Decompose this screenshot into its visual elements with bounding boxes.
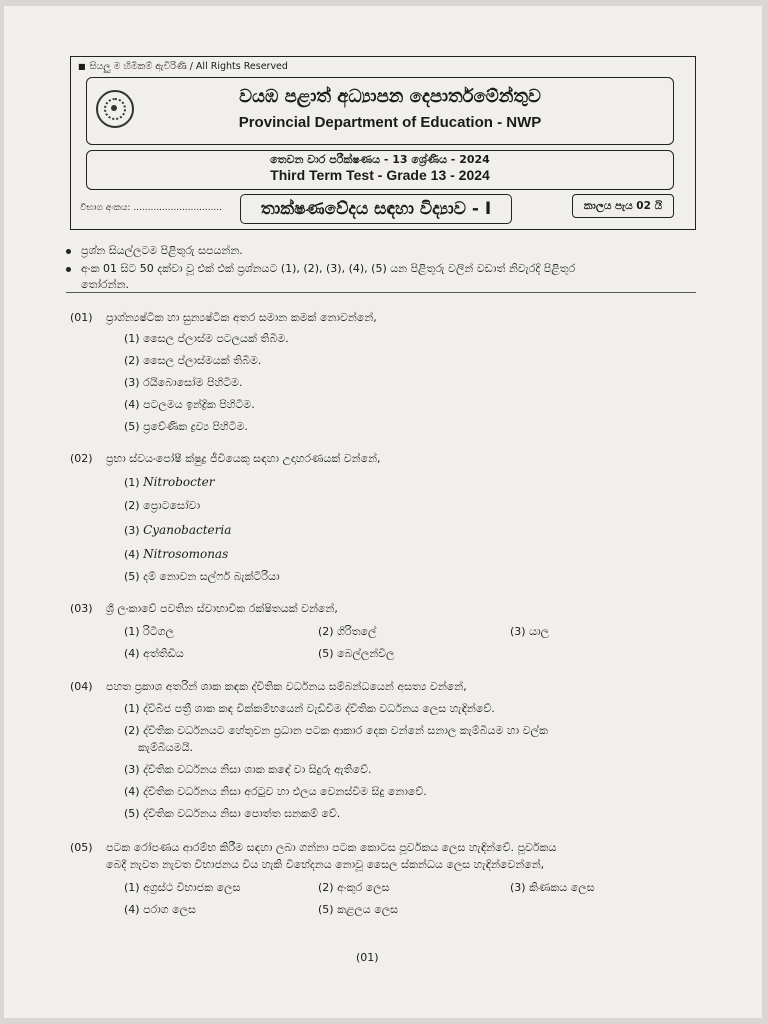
bullet-icon: ■: [78, 62, 86, 71]
option: (3) කිණකය ලෙස: [510, 881, 595, 894]
question-number: (02): [70, 452, 93, 465]
option: (5) කළලය ලෙස: [318, 903, 398, 916]
provincial-seal-icon: [96, 90, 134, 128]
question-text: ශ්‍රී ලංකාවේ පවතින ස්වාභාවික රක්ෂිතයක් වන්නේ,: [106, 602, 338, 615]
option: (2) ද්විතික වර්ධනයට හේතුවන ප්‍රධාන පටක ආකාර දෙක වන්නේ සනාල කැම්බියම හා වල්ක: [124, 724, 548, 737]
option: (5) බෙල්ලන්විල: [318, 647, 395, 660]
option: (3) රයිබොසෝම පිහිටීම.: [124, 376, 243, 389]
option: (1) අග්‍රස්ථ විභාජක ලෙස: [124, 881, 241, 894]
page-number: (01): [356, 951, 379, 964]
test-title-sinhala: තෙවන වාර පරීක්ෂණය - 13 ශ්‍රේණිය - 2024: [270, 153, 490, 166]
question-number: (04): [70, 680, 93, 693]
option: (1) Nitrobocter: [124, 475, 215, 489]
question-number: (05): [70, 841, 93, 854]
instruction-2: අංක 01 සිට 50 දක්වා වූ එක් එක් ප්‍රශ්නයට (1), (2), (3), (4), (5) යන පිළිතුරු වලින් වඩාත් නිවැරදි පිළිතුර: [66, 262, 575, 276]
option: (4) පරාග ලෙස: [124, 903, 196, 916]
option: (4) අත්තිඩිය: [124, 647, 184, 660]
time-allowed: කාලය පැය 02 යි: [572, 194, 674, 218]
instruction-2-continued: තෝරන්න.: [81, 278, 130, 291]
option: (2) සෛල ප්ලාස්මයක් තිබීම.: [124, 354, 262, 367]
option: (1) රිටිගල: [124, 625, 174, 638]
option-continued: කැම්බියමයි.: [138, 741, 193, 754]
option: (3) යාල: [510, 625, 549, 638]
index-number-field: විභාග අංකය: ...............................: [80, 203, 222, 213]
department-name-english: Provincial Department of Education - NWP: [238, 114, 542, 131]
question-text: පටක රෝපණය ආරම්භ කිරීම සඳහා ලබා ගන්නා පටක කොටස පූර්වකය ලෙස හැඳින්වේ. පූර්වකය: [106, 841, 557, 854]
option: (4) පටලමය ඉන්ද්‍රික පිහිටීම.: [124, 398, 255, 411]
option: (2) ගිරිතලේ: [318, 625, 377, 638]
subject-title: තාක්ෂණවේදය සඳහා විද්‍යාව - I: [240, 194, 512, 224]
divider: [66, 292, 696, 293]
question-text: පහත ප්‍රකාශ අතරින් ශාක කඳක ද්විතික වර්ධනය සම්බන්ධයෙන් අසත්‍ය වන්නේ,: [106, 680, 467, 693]
bullet-icon: [66, 249, 71, 254]
question-number: (03): [70, 602, 93, 615]
option: (1) ද්විබීජ පත්‍රී ශාක කඳ වික්කම්භයෙන් වැඩිවීම ද්විතික වර්ධනය ලෙස හැඳින්වේ.: [124, 702, 495, 715]
option: (2) ප්‍රොටසෝවා: [124, 499, 201, 512]
option: (5) දම් නොවන සල්ෆර් බැක්ටීරියා: [124, 570, 280, 583]
option: (5) ද්විතික වර්ධනය නිසා පොත්ත ඝනකම් වේ.: [124, 807, 341, 820]
question-number: (01): [70, 311, 93, 324]
option: (4) Nitrosomonas: [124, 547, 229, 561]
option: (3) ද්විතික වර්ධනය නිසා ශාක කඳේ වා සිදුරු ඇතිවේ.: [124, 763, 372, 776]
rights-notice: [78, 61, 288, 72]
rights-text: සියලු ම හිමිකම් ඇවිරිණි / All Rights Reserved: [89, 61, 288, 72]
department-name-sinhala: වයඹ පළාත් අධ්‍යාපන දෙපාර්තමේන්තුව: [239, 86, 541, 107]
option: (1) සෛල ප්ලාස්ම පටලයක් තිබීම.: [124, 332, 289, 345]
option: (3) Cyanobacteria: [124, 523, 232, 537]
instruction-1: ප්‍රශ්න සියල්ලටම පිළිතුරු සපයන්න.: [66, 244, 243, 258]
option: (5) ප්‍රවේණික ද්‍රව්‍ය පිහිටීම.: [124, 420, 248, 433]
question-text-continued: බෙදී නැවත නැවත විභාජනය විය හැකි විභේදනය නොවූ සෛල ස්කන්ධය ලෙස හැඳින්වෙන්නේ,: [106, 858, 545, 871]
option: (4) ද්විතික වර්ධනය නිසා අරටුව හා එලය වෙනස්වීම සිදු නොවේ.: [124, 785, 427, 798]
question-text: ප්‍රාග්න්‍යෂ්ටික හා සුන්‍යෂ්ටික අතර සමාන කමක් නොවන්නේ,: [106, 311, 377, 324]
question-text: ප්‍රභා ස්වයංපෝෂී ක්ෂුද්‍ර ජීවියෙකු සඳහා උදාහරණයක් වන්නේ,: [106, 452, 381, 465]
test-title-english: Third Term Test - Grade 13 - 2024: [270, 167, 490, 183]
option: (2) අංකුර ලෙස: [318, 881, 390, 894]
bullet-icon: [66, 267, 71, 272]
